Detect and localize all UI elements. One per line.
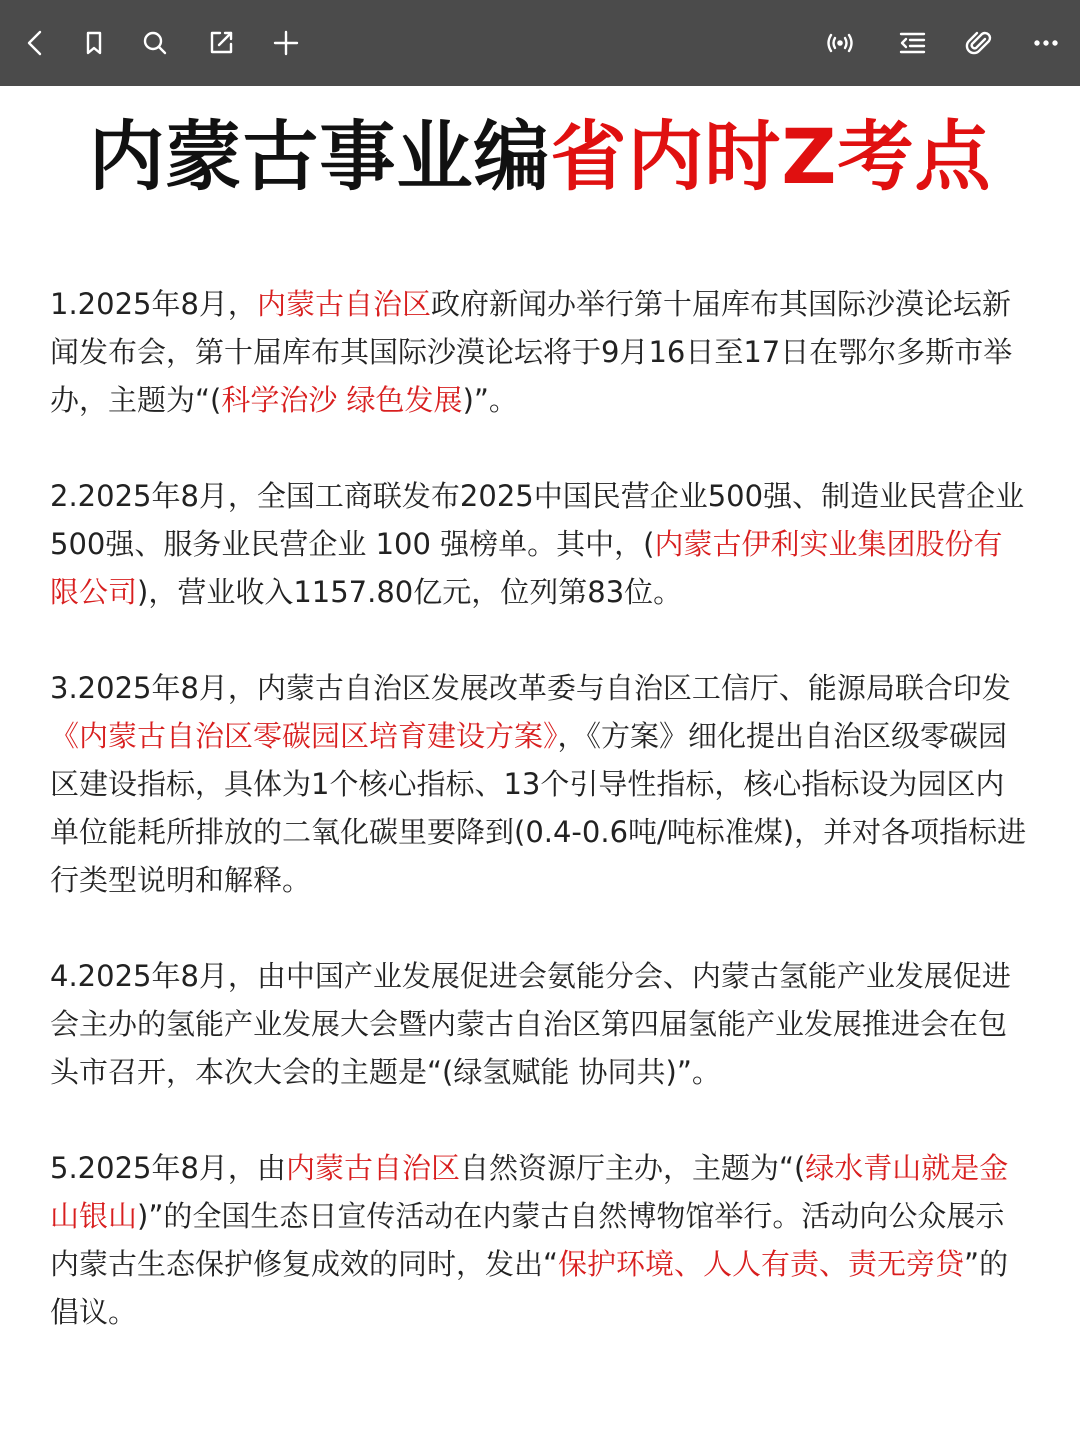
- search-icon[interactable]: [133, 21, 177, 65]
- highlight-text: 保护环境、人人有责、责无旁贷: [558, 1247, 965, 1281]
- top-toolbar: [0, 0, 1080, 86]
- body-text: 1.2025年8月，: [50, 287, 257, 321]
- list-indent-icon[interactable]: [890, 21, 934, 65]
- more-icon[interactable]: [1024, 21, 1068, 65]
- title-red-part: 省内时Z考点: [550, 112, 992, 201]
- highlight-text: 科学治沙 绿色发展: [221, 383, 463, 417]
- body-text: )，营业收入1157.80亿元，位列第83位。: [137, 575, 683, 609]
- news-item: [50, 952, 1030, 1096]
- broadcast-icon[interactable]: [818, 21, 862, 65]
- highlight-text: 内蒙古自治区: [285, 1151, 460, 1185]
- body-text: ”的倡议。: [50, 1247, 1009, 1329]
- body-text: 4.2025年8月，由中国产业发展促进会氨能分会、内蒙古氢能产业发展促进会主办的氢能产业发展大会暨内蒙古自治区第四届氢能产业发展推进会在包头市召开，本次大会的主题是“(绿氢赋能 协同共)”。: [50, 959, 1011, 1089]
- body-text: )”。: [462, 383, 518, 417]
- body-text: 3.2025年8月，内蒙古自治区发展改革委与自治区工信厅、能源局联合印发: [50, 671, 1011, 705]
- paperclip-icon[interactable]: [957, 21, 1001, 65]
- plus-icon[interactable]: [264, 21, 308, 65]
- news-item: [50, 1144, 1030, 1336]
- news-item: [50, 664, 1030, 904]
- body-text: 自然资源厅主办，主题为“(: [459, 1151, 806, 1185]
- highlight-text: 内蒙古伊利实业集团股份有限公司: [50, 527, 1003, 609]
- article-body: [50, 280, 1030, 1384]
- body-text: 2.2025年8月，全国工商联发布2025中国民营企业500强、制造业民营企业500强、服务业民营企业 100 强榜单。其中，(: [50, 479, 1025, 561]
- body-text: 5.2025年8月，由: [50, 1151, 286, 1185]
- edit-icon[interactable]: [199, 21, 243, 65]
- back-icon[interactable]: [13, 21, 57, 65]
- news-item: [50, 472, 1030, 616]
- news-item: [50, 280, 1030, 424]
- title-black-part: 内蒙古事业编: [88, 112, 551, 201]
- highlight-text: 《内蒙古自治区零碳园区培育建设方案》: [50, 719, 558, 753]
- body-text: ，《方案》细化提出自治区级零碳园区建设指标，具体为1个核心指标、13个引导性指标，核心指标设为园区内单位能耗所排放的二氧化碳里要降到(0.4-0.6吨/吨标准煤)，并对各项指标进行类型说明和解释。: [50, 719, 1027, 897]
- highlight-text: 绿水青山就是金山银山: [50, 1151, 1009, 1233]
- body-text: )”的全国生态日宣传活动在内蒙古自然博物馆举行。活动向公众展示内蒙古生态保护修复成效的同时，发出“: [50, 1199, 1005, 1281]
- body-text: 政府新闻办举行第十届库布其国际沙漠论坛新闻发布会，第十届库布其国际沙漠论坛将于9月16日至17日在鄂尔多斯市举办，主题为“(: [50, 287, 1013, 417]
- page-title: [0, 112, 1080, 202]
- highlight-text: 内蒙古自治区: [256, 287, 431, 321]
- bookmark-icon[interactable]: [72, 21, 116, 65]
